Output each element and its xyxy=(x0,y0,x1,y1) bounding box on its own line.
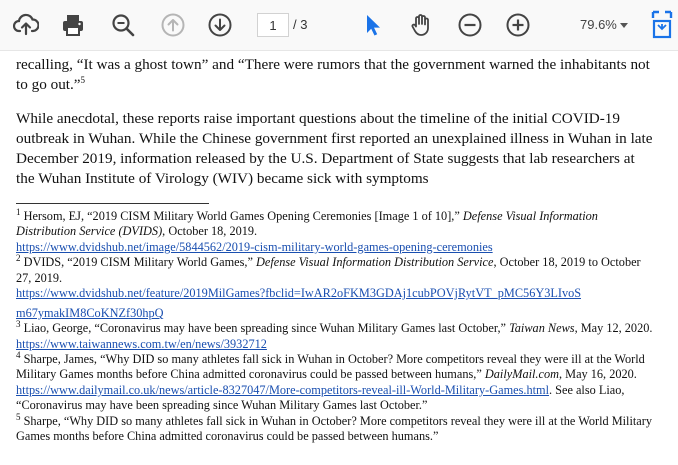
footnote-number: 3 xyxy=(16,319,21,330)
footnote-link[interactable]: https://www.dvidshub.net/image/5844562/2019-cism-military-world-games-opening-ceremonies xyxy=(16,239,493,254)
footnote-link[interactable]: https://www.taiwannews.com.tw/en/news/3932712 xyxy=(16,336,267,351)
footnote-text: Hersom, EJ, “2019 CISM Military World Games Opening Ceremonies [Image 1 of 10],” xyxy=(20,209,463,223)
footnote-number: 1 xyxy=(16,206,21,217)
zoom-dropdown[interactable] xyxy=(576,13,638,37)
footnote-tail: . See also Liao, “Coronavirus may have been spreading since Wuhan Military Games last October.” xyxy=(16,382,625,413)
footnote-source: Taiwan News xyxy=(509,321,575,336)
footnote-3 xyxy=(16,321,656,352)
page-total-label: / 3 xyxy=(293,17,308,32)
zoom-out-icon[interactable] xyxy=(456,11,484,39)
footnote-date: , May 12, 2020. xyxy=(574,321,653,336)
paragraph-text: recalling, “It was a ghost town” and “There were rumors that the government warned the inhabitants not to go out.” xyxy=(16,56,650,93)
paragraph-anecdotal: While anecdotal, these reports raise important questions about the timeline of the initial COVID-19 outbreak in Wuhan. While the Chinese government first reported an unexplained illness in Wuhan in late December 2019, information released by the U.S. Department of State suggests that lab researchers at the Wuhan Institute of Virology (WIV) became sick with symptoms xyxy=(16,110,653,187)
footnote-divider xyxy=(16,203,209,204)
footnote-link[interactable]: https://www.dvidshub.net/feature/2019MilGames?fbclid=IwAR2oFKM3GDAj1cubPOVjRytVT_pMC56Y3LIvoS xyxy=(16,286,582,301)
footnote-5 xyxy=(16,411,656,445)
zoom-value: 79.6% xyxy=(580,17,617,32)
footnotes xyxy=(16,206,656,445)
footnote-text: DVIDS, “2019 CISM Military World Games,” xyxy=(20,255,256,270)
hand-tool-icon[interactable] xyxy=(407,11,435,39)
zoom-in-icon[interactable] xyxy=(504,11,532,39)
footnote-ref[interactable]: 5 xyxy=(80,74,86,85)
page-down-icon[interactable] xyxy=(206,11,234,39)
footnote-link[interactable]: https://www.dailymail.co.uk/news/article-8327047/More-competitors-reveal-ill-World-Military-Games.html xyxy=(16,382,549,397)
print-icon[interactable] xyxy=(59,11,87,39)
footnote-text: Sharpe, “Why DID so many athletes fall sick in Wuhan in October? More competitors reveal they were ill at the World Military Games months before China admitted coronavirus could be passed between humans.” xyxy=(16,413,653,444)
footnote-text: Liao, George, “Coronavirus may have been spreading since Wuhan Military Games last October,” xyxy=(20,321,510,336)
footnote-link-continued[interactable]: m67ymakIM8CoKNZf30hpQ xyxy=(16,305,164,320)
zoom-search-icon[interactable] xyxy=(109,11,137,39)
paragraph-recalling xyxy=(16,55,656,95)
footnote-source: Defense Visual Information Distribution Service (DVIDS) xyxy=(16,209,598,239)
page-number-input[interactable] xyxy=(257,13,289,37)
footnote-source: Defense Visual Information Distribution Service xyxy=(255,255,494,270)
footnote-1 xyxy=(16,206,656,255)
page-up-icon[interactable] xyxy=(159,11,187,39)
footnote-date: , October 18, 2019. xyxy=(162,224,258,239)
footnote-date: , October 18, 2019 to October 27, 2019. xyxy=(16,255,641,285)
pdf-toolbar xyxy=(0,0,678,51)
footnote-number: 4 xyxy=(16,349,21,360)
footnote-text: Sharpe, James, “Why DID so many athletes fall sick in Wuhan in October? More competitors reveal they were ill at the World Military Games months before China admitted coronavirus could be passed between humans,” xyxy=(16,352,645,382)
fit-page-icon[interactable] xyxy=(648,11,676,39)
footnote-number: 5 xyxy=(16,411,21,422)
footnote-date: , May 16, 2020. xyxy=(558,367,637,382)
chevron-down-icon xyxy=(620,23,628,28)
footnote-2 xyxy=(16,255,656,321)
footnote-source: DailyMail.com xyxy=(484,367,559,382)
select-arrow-icon[interactable] xyxy=(359,11,387,39)
document-page xyxy=(0,51,678,465)
footnote-4 xyxy=(16,349,656,414)
cloud-upload-icon[interactable] xyxy=(12,11,40,39)
footnote-number: 2 xyxy=(16,253,21,264)
